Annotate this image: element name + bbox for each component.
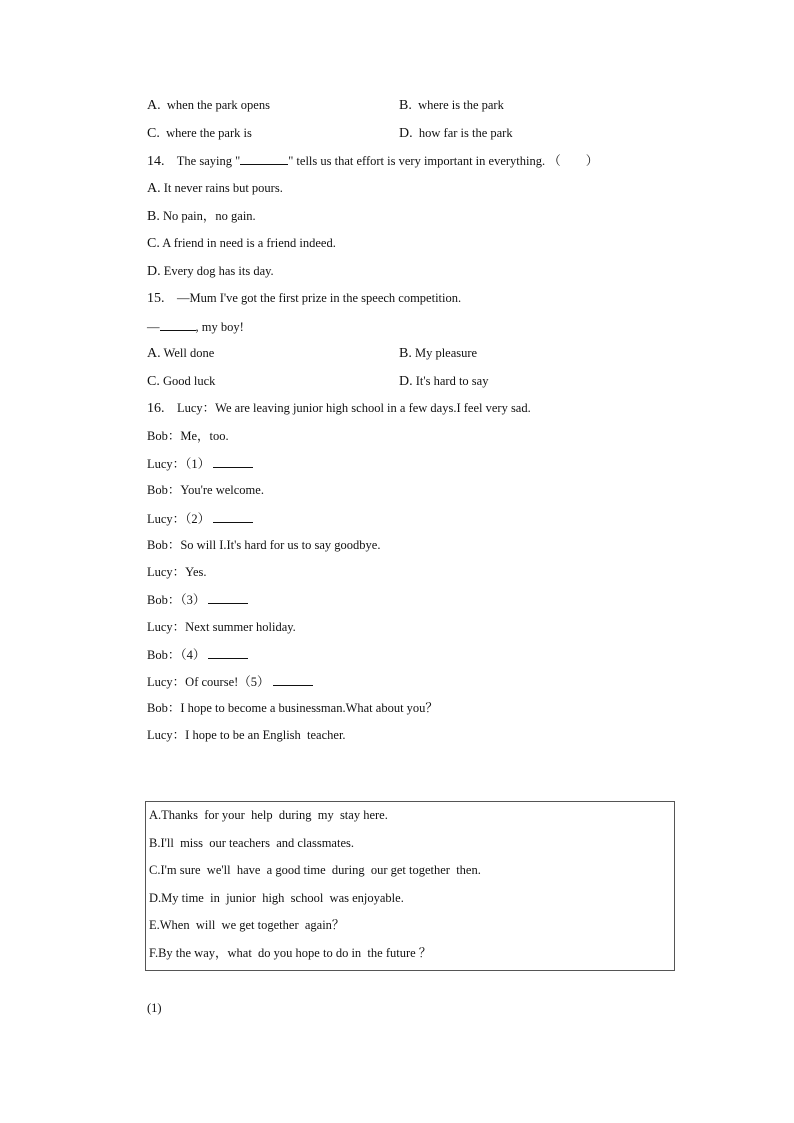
- q16-line-11: [147, 673, 313, 690]
- q16-line-10: [147, 646, 248, 663]
- answer-blank[interactable]: [160, 318, 196, 331]
- option-letter: B.: [399, 346, 412, 361]
- q15-option-c: [147, 373, 215, 390]
- answer-blank-2[interactable]: [213, 510, 253, 523]
- q14-option-a: [147, 180, 283, 197]
- option-letter: C.: [147, 236, 160, 251]
- option-letter: A.: [147, 346, 161, 361]
- q14-option-c: [147, 235, 336, 252]
- option-letter: A.: [147, 98, 161, 113]
- choice-f: F.By the way，what do you hope to do in the future ？: [149, 946, 432, 960]
- choice-b: B.I'll miss our teachers and classmates.: [149, 836, 354, 850]
- option-text: My pleasure: [414, 346, 478, 360]
- q14-option-b: [147, 208, 256, 225]
- stem-text: , my boy!: [195, 320, 244, 334]
- q16-line-9: [147, 619, 296, 635]
- q16-line-8: [147, 591, 248, 608]
- q15-option-a: [147, 345, 214, 362]
- dialogue-text: Lucy：Of course!（5）: [147, 675, 270, 689]
- option-letter: C.: [147, 374, 160, 389]
- q16-line-7: [147, 564, 207, 580]
- dialogue-text: Lucy：We are leaving junior high school in a few days.I feel very sad.: [177, 401, 531, 415]
- stem-text: " tells us that effort is very important in everything.: [288, 154, 546, 168]
- dialogue-text: Bob：I hope to become a businessman.What about you？: [147, 701, 438, 715]
- q16-line-12: [147, 700, 438, 716]
- dialogue-text: Bob：Me，too.: [147, 429, 229, 443]
- choice-e: E.When will we get together again？: [149, 918, 345, 932]
- dialogue-text: Lucy：Next summer holiday.: [147, 620, 296, 634]
- q16-line-5: [147, 510, 253, 527]
- dash-text: —: [147, 320, 160, 334]
- q16-line-3: [147, 455, 253, 472]
- answer-blank-1[interactable]: [213, 455, 253, 468]
- dialogue-text: Lucy：Yes.: [147, 565, 207, 579]
- q16-line-1: [147, 400, 531, 417]
- answer-blank[interactable]: [240, 152, 288, 165]
- option-letter: B.: [399, 98, 412, 113]
- q13-option-d: [399, 125, 513, 142]
- q13-option-c: [147, 125, 252, 142]
- question-number: 14.: [147, 154, 165, 169]
- dialogue-text: Bob：（3）: [147, 593, 206, 607]
- q15-option-d: [399, 373, 488, 390]
- option-text: Good luck: [162, 374, 216, 388]
- choices-box: [145, 801, 675, 971]
- option-text: Well done: [163, 346, 215, 360]
- answer-label-1: (1): [147, 1001, 162, 1015]
- answer-blank-4[interactable]: [208, 646, 248, 659]
- q13-option-a: [147, 97, 270, 114]
- choice-c: C.I'm sure we'll have a good time during our get together then.: [149, 863, 481, 877]
- option-letter: D.: [399, 374, 413, 389]
- option-letter: D.: [399, 126, 413, 141]
- q16-line-4: [147, 482, 264, 498]
- dialogue-text: Lucy：I hope to be an English teacher.: [147, 728, 346, 742]
- option-letter: C.: [147, 126, 160, 141]
- option-text: when the park opens: [166, 98, 270, 112]
- q13-option-b: [399, 97, 504, 114]
- option-text: It's hard to say: [415, 374, 489, 388]
- question-number: 15.: [147, 291, 165, 306]
- option-text: It never rains but pours.: [163, 181, 283, 195]
- q14-stem: [147, 152, 598, 170]
- stem-text: —Mum I've got the first prize in the speech competition.: [177, 291, 462, 305]
- dialogue-text: Bob：So will I.It's hard for us to say goodbye.: [147, 538, 381, 552]
- option-text: where the park is: [166, 126, 252, 140]
- answer-blank-3[interactable]: [208, 591, 248, 604]
- choice-a: A.Thanks for your help during my stay here.: [149, 808, 388, 822]
- q16-line-6: [147, 537, 380, 553]
- option-letter: D.: [147, 264, 161, 279]
- q16-line-13: [147, 727, 346, 743]
- answer-blank-5[interactable]: [273, 673, 313, 686]
- option-text: how far is the park: [418, 126, 513, 140]
- question-number: 16.: [147, 401, 165, 416]
- choice-d: D.My time in junior high school was enjoyable.: [149, 891, 404, 905]
- q15-response: [147, 318, 244, 335]
- q16-line-2: [147, 428, 229, 444]
- dialogue-text: Bob：（4）: [147, 648, 206, 662]
- option-text: where is the park: [418, 98, 504, 112]
- q14-option-d: [147, 263, 274, 280]
- dialogue-text: Bob：You're welcome.: [147, 483, 264, 497]
- option-letter: A.: [147, 181, 161, 196]
- option-text: A friend in need is a friend indeed.: [162, 236, 336, 250]
- dialogue-text: Lucy：（1）: [147, 457, 211, 471]
- q15-stem: [147, 290, 461, 307]
- option-letter: B.: [147, 209, 160, 224]
- q15-option-b: [399, 345, 477, 362]
- dialogue-text: Lucy：（2）: [147, 512, 211, 526]
- option-text: No pain，no gain.: [162, 209, 256, 223]
- option-text: Every dog has its day.: [163, 264, 274, 278]
- stem-text: The saying ": [176, 154, 241, 168]
- answer-paren: （ ）: [548, 154, 599, 168]
